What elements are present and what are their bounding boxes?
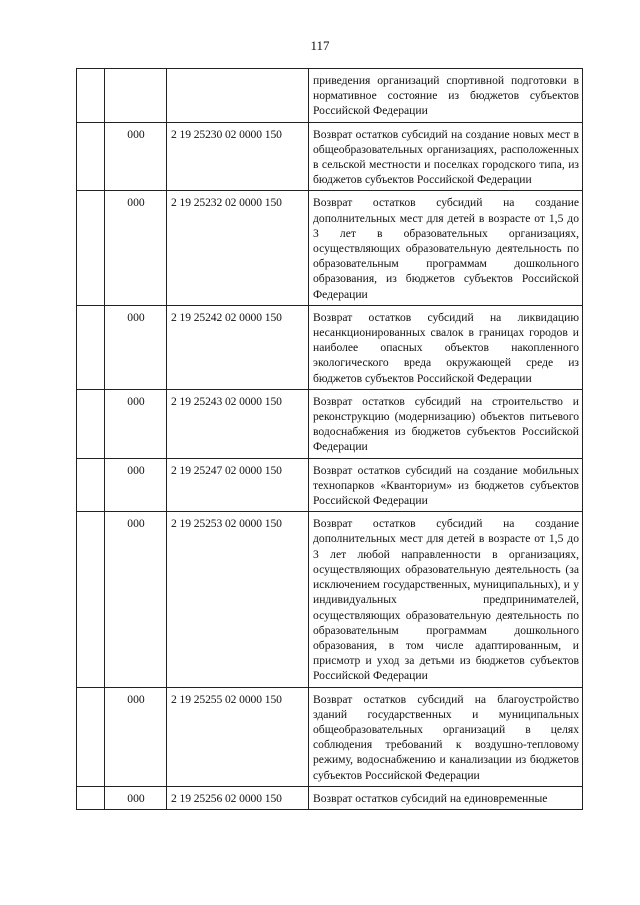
table-row bbox=[77, 786, 583, 809]
page-number: 117 bbox=[310, 38, 330, 53]
table-row bbox=[77, 191, 583, 305]
admin-code-cell: 000 bbox=[105, 458, 167, 512]
admin-code-cell bbox=[105, 69, 167, 123]
description-cell: Возврат остатков субсидий на ликвидацию несанкционированных свалок в границах городов и наиболее опасных объектов накопленного экологического вреда окружающей среде из бюджетов субъектов Российской Федерации bbox=[309, 305, 583, 389]
table-row bbox=[77, 305, 583, 389]
empty-cell bbox=[77, 458, 105, 512]
admin-code-cell: 000 bbox=[105, 687, 167, 786]
table-row bbox=[77, 512, 583, 687]
admin-code-cell: 000 bbox=[105, 191, 167, 305]
description-cell: Возврат остатков субсидий на создание дополнительных мест для детей в возрасте от 1,5 до 3 лет любой направленности в организациях, осуществляющих образовательную деятельность (за исключением государственных, муниципальных), и у индивидуальных предпринимателей, осуществляющих образовательную деятельность по образовательным программам дошкольного образования, в том числе адаптированным, и присмотр и уход за детьми из бюджетов субъектов Российской Федерации bbox=[309, 512, 583, 687]
description-cell: Возврат остатков субсидий на единовременные bbox=[309, 786, 583, 809]
budget-code-cell: 2 19 25243 02 0000 150 bbox=[167, 389, 309, 458]
admin-code-cell: 000 bbox=[105, 786, 167, 809]
description-cell: Возврат остатков субсидий на создание мобильных технопарков «Кванториум» из бюджетов субъектов Российской Федерации bbox=[309, 458, 583, 512]
empty-cell bbox=[77, 69, 105, 123]
budget-code-cell: 2 19 25253 02 0000 150 bbox=[167, 512, 309, 687]
admin-code-cell: 000 bbox=[105, 305, 167, 389]
description-cell: Возврат остатков субсидий на создание дополнительных мест для детей в возрасте от 1,5 до 3 лет в образовательных организациях, осуществляющих образовательную деятельность по образовательным программам дошкольного образования, из бюджетов субъектов Российской Федерации bbox=[309, 191, 583, 305]
description-cell: Возврат остатков субсидий на строительство и реконструкцию (модернизацию) объектов питьевого водоснабжения из бюджетов субъектов Российской Федерации bbox=[309, 389, 583, 458]
table-row bbox=[77, 69, 583, 123]
budget-codes-table bbox=[76, 68, 583, 810]
budget-code-cell: 2 19 25255 02 0000 150 bbox=[167, 687, 309, 786]
empty-cell bbox=[77, 191, 105, 305]
description-cell: Возврат остатков субсидий на создание новых мест в общеобразовательных организациях, расположенных в сельской местности и поселках городского типа, из бюджетов субъектов Российской Федерации bbox=[309, 122, 583, 191]
table-row bbox=[77, 458, 583, 512]
empty-cell bbox=[77, 389, 105, 458]
description-cell: приведения организаций спортивной подготовки в нормативное состояние из бюджетов субъектов Российской Федерации bbox=[309, 69, 583, 123]
empty-cell bbox=[77, 687, 105, 786]
budget-code-cell: 2 19 25247 02 0000 150 bbox=[167, 458, 309, 512]
table-row bbox=[77, 389, 583, 458]
budget-code-cell: 2 19 25232 02 0000 150 bbox=[167, 191, 309, 305]
budget-code-cell: 2 19 25230 02 0000 150 bbox=[167, 122, 309, 191]
table-row bbox=[77, 687, 583, 786]
empty-cell bbox=[77, 512, 105, 687]
empty-cell bbox=[77, 122, 105, 191]
budget-code-cell bbox=[167, 69, 309, 123]
admin-code-cell: 000 bbox=[105, 389, 167, 458]
empty-cell bbox=[77, 786, 105, 809]
budget-code-cell: 2 19 25242 02 0000 150 bbox=[167, 305, 309, 389]
description-cell: Возврат остатков субсидий на благоустройство зданий государственных и муниципальных общеобразовательных организаций в целях соблюдения требований к воздушно-тепловому режиму, водоснабжению и канализации из бюджетов субъектов Российской Федерации bbox=[309, 687, 583, 786]
admin-code-cell: 000 bbox=[105, 512, 167, 687]
table-row bbox=[77, 122, 583, 191]
admin-code-cell: 000 bbox=[105, 122, 167, 191]
budget-code-cell: 2 19 25256 02 0000 150 bbox=[167, 786, 309, 809]
empty-cell bbox=[77, 305, 105, 389]
